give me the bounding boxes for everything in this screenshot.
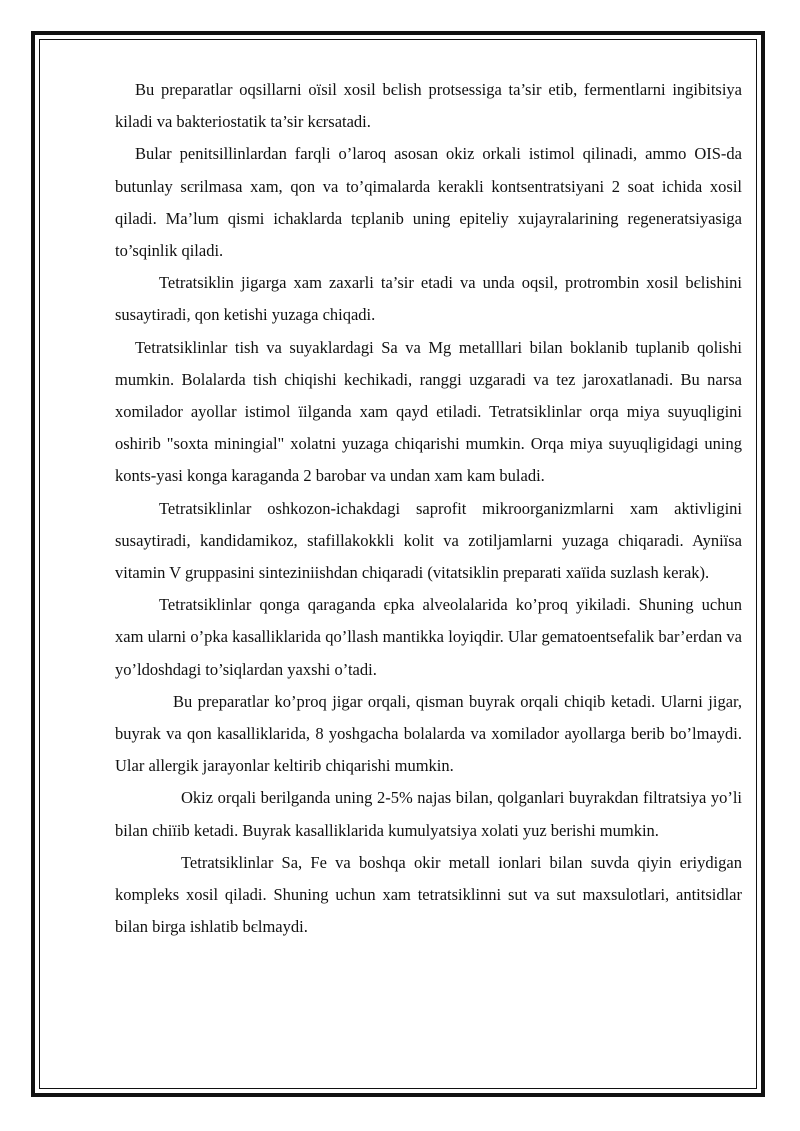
paragraph-5: Tetratsiklinlar oshkozon-ichakdagi saprofit mikroorganizmlarni xam aktivligini susaytiradi, kandidamikoz, stafillakokkli kolit va zotiljamlarni yuzaga chiqaradi. Ayniïsa vitamin V gruppasini sinteziniishdan chiqaradi (vitatsiklin preparati xaïida suzlash kerak). — [115, 498, 742, 583]
paragraph-6: Tetratsiklinlar qonga qaraganda єpka alveolalarida ko’proq yikiladi. Shuning uchun xam ularni o’pka kasalliklarida qo’llash mantikka loyiqdir. Ular gematoentsefalik bar’erdan va yo’ldoshdagi to’siqlardan yaxshi o’tadi. — [115, 595, 742, 679]
paragraph-3: Tetratsiklin jigarga xam zaxarli ta’sir etadi va unda oqsil, protrombin xosil bєlishini susaytiradi, qon ketishi yuzaga chiqadi. — [115, 273, 742, 325]
paragraph-2: Bular penitsillinlardan farqli o’laroq asosan okiz orkali istimol qilinadi, ammo OIS-da butunlay sєrilmasa xam, qon va to’qimalarda kerakli kontsentratsiyani 2 soat ichida xosil qiladi. Ma’lum qismi ichaklarda tєplanib uning epiteliy xujayralarining regeneratsiyasiga to’sqinlik qiladi. — [115, 144, 742, 261]
paragraph-4: Tetratsiklinlar tish va suyaklardagi Sa va Mg metalllari bilan boklanib tuplanib qolishi mumkin. Bolalarda tish chiqishi kechikadi, ranggi uzgaradi va tez jaroxatlanadi. Bu narsa xomilador ayollar istimol ïilganda xam qayd etiladi. Tetratsiklinlar orqa miya suyuqligini oshirib "soxta miningial" xolatni yuzaga chiqarishi mumkin. Orqa miya suyuqligidagi uning konts-yasi konga karaganda 2 barobar va undan xam kam buladi. — [115, 337, 742, 486]
document-body — [115, 74, 742, 943]
paragraph-7: Bu preparatlar ko’proq jigar orqali, qisman buyrak orqali chiqib ketadi. Ularni jigar, buyrak va qon kasalliklarida, 8 yoshgacha bolalarda va xomilador ayollarga berib bo’lmaydi. Ular allergik jarayonlar keltirib chiqarishi mumkin. — [115, 691, 742, 776]
paragraph-8: Okiz orqali berilganda uning 2-5% najas bilan, qolganlari buyrakdan filtratsiya yo’li bilan chiïib ketadi. Buyrak kasalliklarida kumulyatsiya xolati yuz berishi mumkin. — [115, 788, 742, 840]
paragraph-1: Bu preparatlar oqsillarni oïsil xosil bєlish protsessiga ta’sir etib, fermentlarni ingibitsiya kiladi va bakteriostatik ta’sir kєrsatadi. — [115, 80, 742, 132]
paragraph-9: Tetratsiklinlar Sa, Fe va boshqa okir metall ionlari bilan suvda qiyin eriydigan kompleks xosil qiladi. Shuning uchun xam tetratsiklinni sut va sut maxsulotlari, antitsidlar bilan birga ishlatib bєlmaydi. — [115, 852, 742, 937]
